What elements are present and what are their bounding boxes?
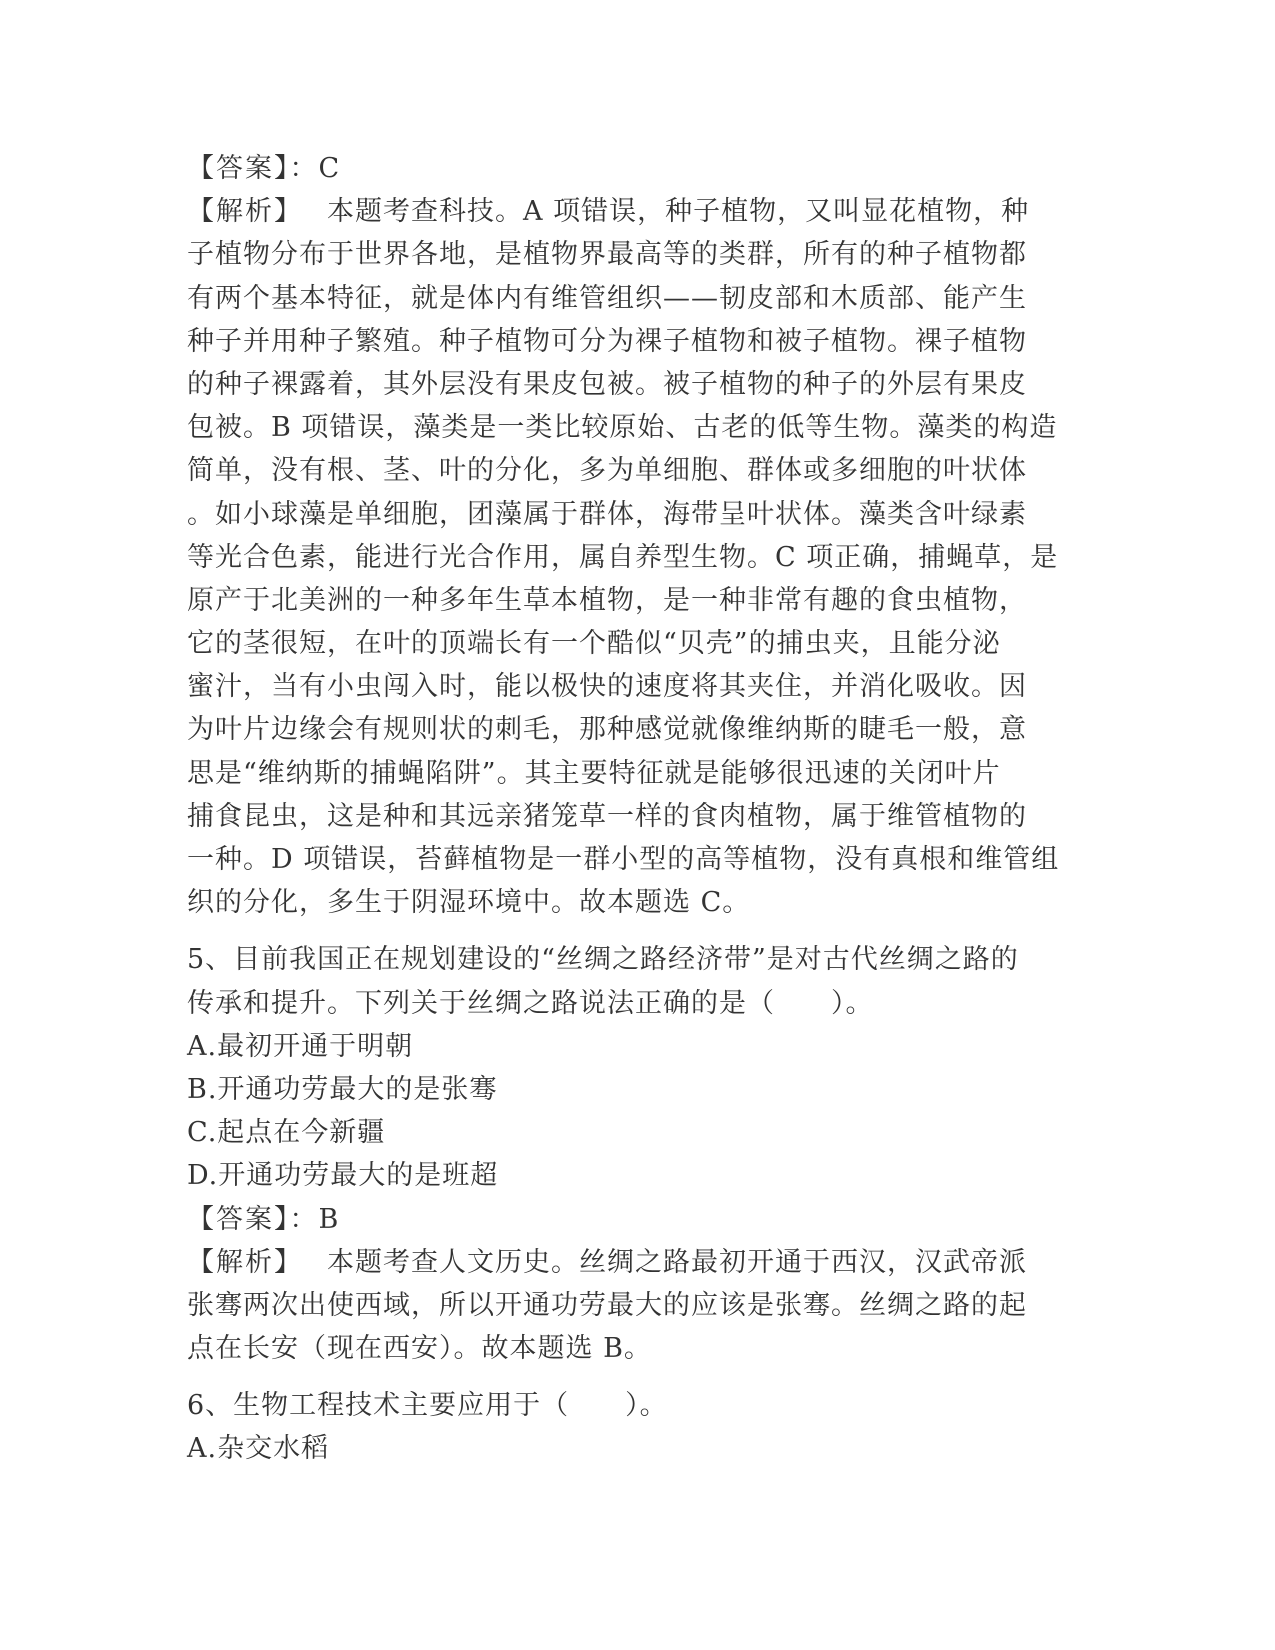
q5-option-b: B.开通功劳最大的是张骞 xyxy=(187,1073,498,1105)
q6-question-line: 6、生物工程技术主要应用于（ ）。 xyxy=(187,1390,668,1422)
q5-analysis-line: 张骞两次出使西域，所以开通功劳最大的应该是张骞。丝绸之路的起 xyxy=(187,1289,1027,1321)
answer-label: 【答案】： xyxy=(187,153,319,184)
analysis-label: 【解析】 xyxy=(187,1246,303,1278)
q5-answer xyxy=(187,1198,1087,1241)
q4-analysis-line: 为叶片边缘会有规则状的刺毛，那种感觉就像维纳斯的睫毛一般，意 xyxy=(187,714,1027,746)
q4-analysis-line: 简单，没有根、茎、叶的分化，多为单细胞、群体或多细胞的叶状体 xyxy=(187,455,1027,487)
q5-analysis-line xyxy=(187,1241,1087,1284)
q4-analysis-line: 蜜汁，当有小虫闯入时，能以极快的速度将其夹住，并消化吸收。因 xyxy=(187,671,1027,703)
q5-option-a: A.最初开通于明朝 xyxy=(187,1030,414,1062)
answer-value: B xyxy=(318,1203,340,1235)
q4-analysis-line: 一种。D 项错误，苔藓植物是一群小型的高等植物，没有真根和维管组 xyxy=(187,844,1060,875)
q4-analysis-line: 它的茎很短，在叶的顶端长有一个酷似“贝壳”的捕虫夹，且能分泌 xyxy=(187,628,1001,660)
q4-analysis-line: 思是“维纳斯的捕蝇陷阱”。其主要特征就是能够很迅速的关闭叶片 xyxy=(187,757,1001,789)
q4-analysis-line: 。如小球藻是单细胞，团藻属于群体，海带呈叶状体。藻类含叶绿素 xyxy=(187,498,1027,530)
q5-option-d: D.开通功劳最大的是班超 xyxy=(187,1160,499,1192)
q4-analysis-line: 种子并用种子繁殖。种子植物可分为裸子植物和被子植物。裸子植物 xyxy=(187,325,1027,357)
q5-analysis-line: 点在长安（现在西安）。故本题选 B。 xyxy=(187,1333,652,1365)
q4-analysis-line: 有两个基本特征，就是体内有维管组织——韧皮部和木质部、能产生 xyxy=(187,282,1027,314)
analysis-text: 本题考查科技。A 项错误，种子植物，又叫显花植物，种 xyxy=(327,196,1030,228)
q5-question-line: 5、目前我国正在规划建设的“丝绸之路经济带”是对古代丝绸之路的 xyxy=(187,944,1019,976)
q4-analysis-line: 等光合色素，能进行光合作用，属自养型生物。C 项正确，捕蝇草，是 xyxy=(187,541,1059,573)
q4-analysis-line: 的种子裸露着，其外层没有果皮包被。被子植物的种子的外层有果皮 xyxy=(187,368,1027,400)
document-page xyxy=(187,147,1087,1471)
analysis-label: 【解析】 xyxy=(187,196,303,228)
q5-option-c: C.起点在今新疆 xyxy=(187,1117,386,1149)
answer-value: C xyxy=(318,153,341,184)
q6-option-a: A.杂交水稻 xyxy=(187,1433,330,1465)
q4-analysis-line: 捕食昆虫，这是种和其远亲猪笼草一样的食肉植物，属于维管植物的 xyxy=(187,800,1027,832)
q4-analysis-line: 子植物分布于世界各地，是植物界最高等的类群，所有的种子植物都 xyxy=(187,239,1027,271)
q5-question-line: 传承和提升。下列关于丝绸之路说法正确的是（ ）。 xyxy=(187,987,874,1019)
q4-analysis-line: 原产于北美洲的一种多年生草本植物，是一种非常有趣的食虫植物， xyxy=(187,584,1027,616)
answer-label: 【答案】： xyxy=(187,1203,319,1235)
q4-answer xyxy=(187,147,1087,190)
q4-analysis-line: 织的分化，多生于阴湿环境中。故本题选 C。 xyxy=(187,887,751,919)
paragraph-gap xyxy=(187,924,1087,938)
q4-analysis-line: 包被。B 项错误，藻类是一类比较原始、古老的低等生物。藻类的构造 xyxy=(187,412,1058,444)
paragraph-gap xyxy=(187,1370,1087,1384)
q4-analysis-line xyxy=(187,190,1087,233)
analysis-text: 本题考查人文历史。丝绸之路最初开通于西汉，汉武帝派 xyxy=(327,1246,1027,1278)
